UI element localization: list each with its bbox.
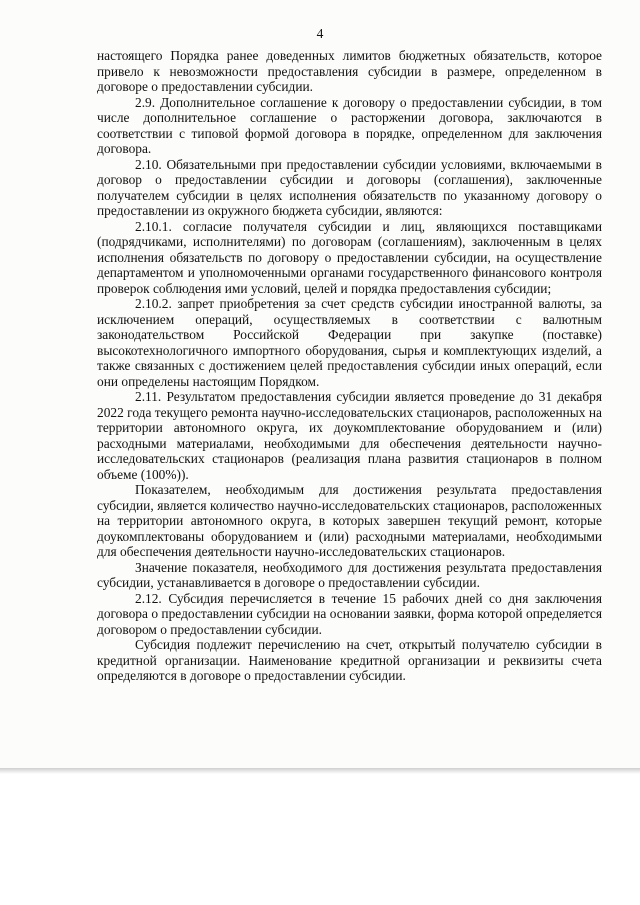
paragraph-2-11: 2.11. Результатом предоставления субсидии является проведение до 31 декабря 2022 года текущего ремонта научно-исследовательских стационаров, расположенных на территории автономного округа, их доукомплектование оборудованием и (или) расходными материалами, необходимыми для обеспечения деятельности научно-исследовательских стационаров (реализация плана развития стационаров в полном объеме (100%)). xyxy=(97,389,602,482)
paragraph-transfer-account: Субсидия подлежит перечислению на счет, открытый получателю субсидии в кредитной организации. Наименование кредитной организации и реквизиты счета определяются в договоре о предоставлении субсидии. xyxy=(97,637,602,683)
page-number: 4 xyxy=(316,26,324,41)
paragraph-2-10: 2.10. Обязательными при предоставлении субсидии условиями, включаемыми в договор о предоставлении субсидии и договоры (соглашения), заключенные получателем субсидии в целях исполнения обязательств по указанному договору о предоставлении из окружного бюджета субсидии, являются: xyxy=(97,156,602,218)
paragraph-indicator-value: Значение показателя, необходимого для достижения результата предоставления субсидии, устанавливается в договоре о предоставлении субсидии. xyxy=(97,559,602,590)
document-body xyxy=(97,48,602,684)
paragraph-2-9: 2.9. Дополнительное соглашение к договору о предоставлении субсидии, в том числе дополнительное соглашение о расторжении договора, заключаются в соответствии с типовой формой договора в порядке, определенном для заключения договора. xyxy=(97,94,602,156)
scan-bottom-edge xyxy=(0,768,640,774)
paragraph-indicator: Показателем, необходимым для достижения результата предоставления субсидии, является количество научно-исследовательских стационаров, расположенных на территории автономного округа, в которых завершен текущий ремонт, которые доукомплектованы оборудованием и (или) расходными материалами, необходимыми для обеспечения деятельности научно-исследовательских стационаров. xyxy=(97,482,602,559)
paragraph-2-10-1: 2.10.1. согласие получателя субсидии и лиц, являющихся поставщиками (подрядчиками, исполнителями) по договорам (соглашениям), заключенным в целях исполнения обязательств по договору о предоставлении субсидии, на осуществление департаментом и уполномоченными органами государственного финансового контроля проверок соблюдения ими условий, целей и порядка предоставления субсидии; xyxy=(97,218,602,296)
paragraph-limits-continuation: настоящего Порядка ранее доведенных лимитов бюджетных обязательств, которое привело к невозможности предоставления субсидии в размере, определенном в договоре о предоставлении субсидии. xyxy=(97,48,602,94)
paragraph-2-12: 2.12. Субсидия перечисляется в течение 15 рабочих дней со дня заключения договора о предоставлении субсидии на основании заявки, форма которой определяется договором о предоставлении субсидии. xyxy=(97,590,602,637)
paragraph-2-10-2: 2.10.2. запрет приобретения за счет средств субсидии иностранной валюты, за исключением операций, осуществляемых в соответствии с валютным законодательством Российской Федерации при закупке (поставке) высокотехнологичного импортного оборудования, сырья и комплектующих изделий, а также связанных с достижением целей предоставления субсидии иных операций, если они определены настоящим Порядком. xyxy=(97,296,602,389)
